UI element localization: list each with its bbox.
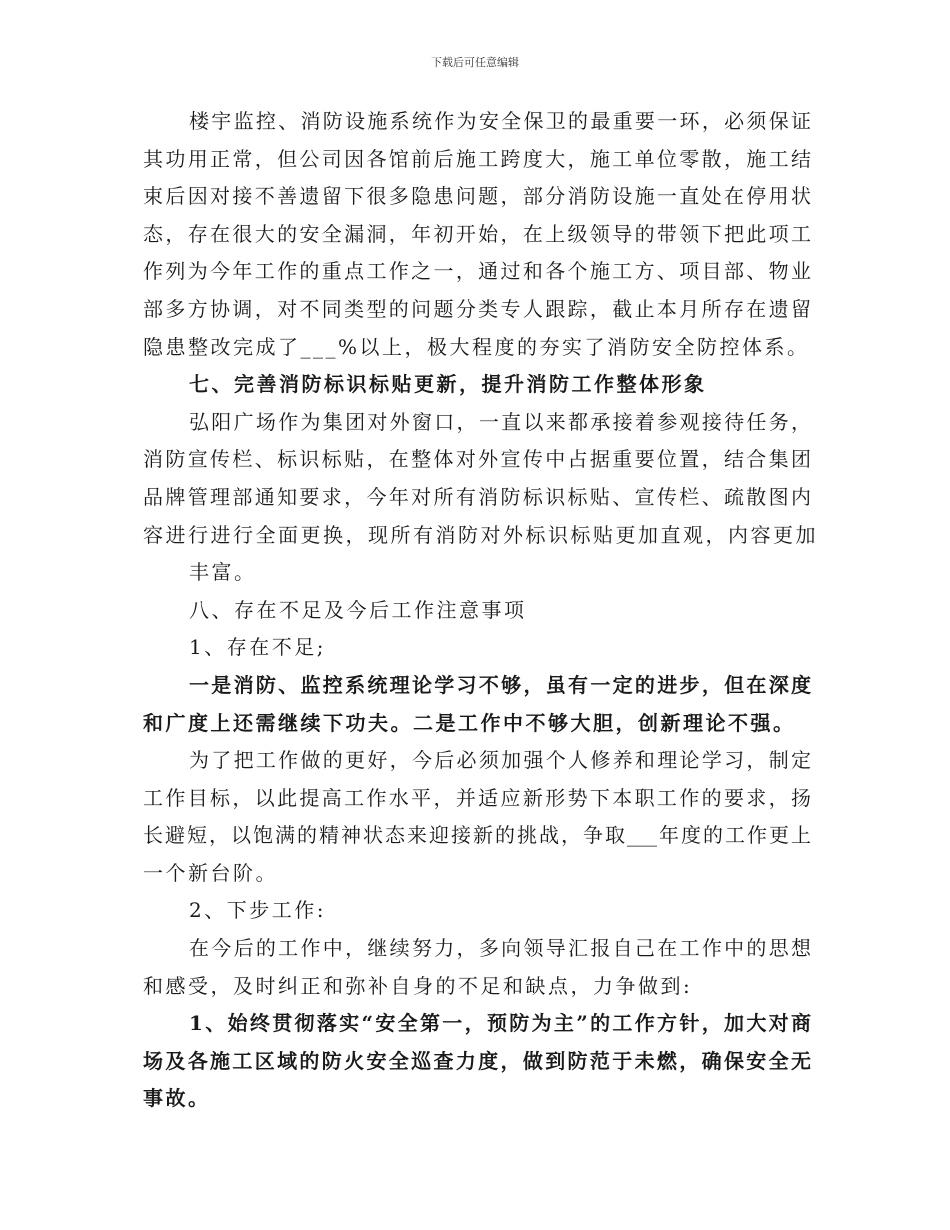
bold-text-line: 和广度上还需继续下功夫。二是工作中不够大胆，创新理论不强。	[143, 710, 796, 735]
text-line: 一个新台阶。	[143, 860, 278, 885]
text-line: 隐患整改完成了___%以上，极大程度的夯实了消防安全防控体系。	[143, 334, 810, 359]
text-line: 态，存在很大的安全漏洞，年初开始，在上级领导的带领下把此项工	[143, 221, 811, 246]
bold-text-line: 一是消防、监控系统理论学习不够，虽有一定的进步，但在深度	[189, 672, 811, 697]
text-line: 2、下步工作:	[189, 898, 326, 923]
text-line: 1、存在不足;	[189, 635, 326, 660]
text-line: 弘阳广场作为集团对外窗口，一直以来都承接着参观接待任务，	[189, 409, 811, 434]
text-line: 在今后的工作中，继续努力，多向领导汇报自己在工作中的思想	[189, 936, 811, 961]
text-line: 和感受，及时纠正和弥补自身的不足和缺点，力争做到:	[143, 973, 693, 998]
text-line: 丰富。	[189, 560, 257, 585]
text-line: 作列为今年工作的重点工作之一，通过和各个施工方、项目部、物业	[143, 259, 811, 284]
body-text	[143, 103, 818, 1118]
text-line: 八、存在不足及今后工作注意事项	[189, 597, 527, 622]
text-line: 消防宣传栏、标识标贴，在整体对外宣传中占据重要位置，结合集团	[143, 447, 811, 472]
bold-text-line: 事故。	[143, 1086, 211, 1111]
page-header-note: 下载后可任意编辑	[431, 56, 519, 69]
bold-text-line: 七、完善消防标识标贴更新，提升消防工作整体形象	[189, 372, 707, 397]
text-line: 楼宇监控、消防设施系统作为安全保卫的最重要一环，必须保证	[189, 109, 811, 133]
text-line: 长避短，以饱满的精神状态来迎接新的挑战，争取___年度的工作更上	[143, 823, 811, 848]
bold-text-line: 场及各施工区域的防火安全巡查力度，做到防范于未燃，确保安全无	[143, 1048, 811, 1073]
text-line: 其功用正常，但公司因各馆前后施工跨度大，施工单位零散，施工结	[143, 146, 811, 171]
text-line: 工作目标，以此提高工作水平，并适应新形势下本职工作的要求，扬	[143, 785, 811, 810]
text-line: 容进行进行全面更换，现所有消防对外标识标贴更加直观，内容更加	[143, 522, 818, 547]
text-line: 为了把工作做的更好，今后必须加强个人修养和理论学习，制定	[189, 748, 811, 773]
bold-text-line: 1、始终贯彻落实“安全第一，预防为主”的工作方针，加大对商	[189, 1011, 811, 1036]
text-line: 品牌管理部通知要求，今年对所有消防标识标贴、宣传栏、疏散图内	[143, 484, 811, 509]
text-line: 部多方协调，对不同类型的问题分类专人跟踪，截止本月所存在遗留	[143, 296, 811, 321]
text-line: 束后因对接不善遗留下很多隐患问题，部分消防设施一直处在停用状	[143, 184, 811, 209]
